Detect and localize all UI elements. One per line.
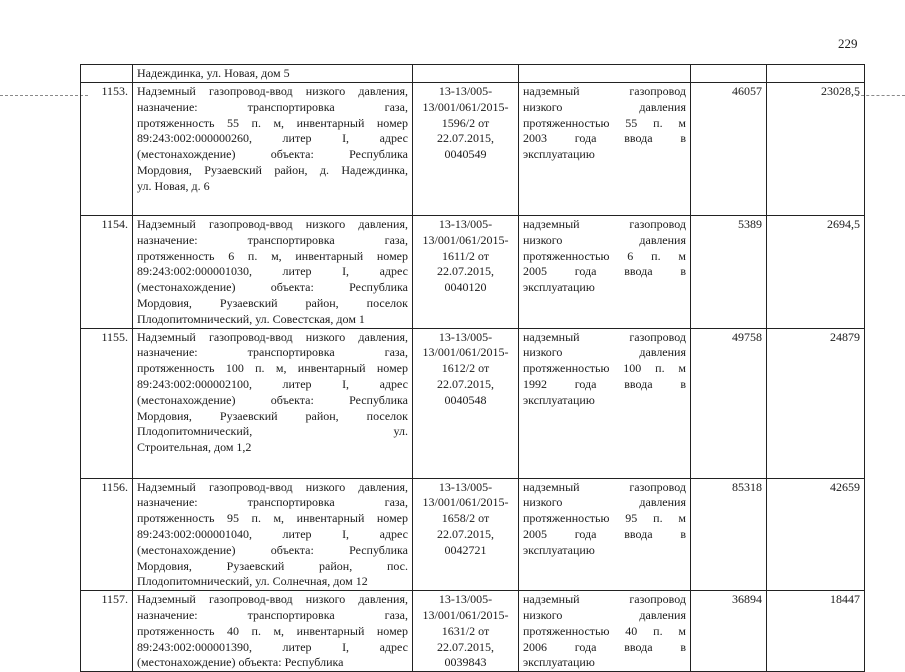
text-line: 0042721 bbox=[444, 542, 487, 557]
text-line: 89:243:002:000001390, литер I, адрес bbox=[137, 639, 408, 654]
text-line: надземный газопровод bbox=[523, 479, 686, 494]
text-line: Плодопитомнический, ул. Совестская, дом 1 bbox=[137, 311, 365, 326]
text-line: 1658/2 от bbox=[441, 511, 490, 526]
text-line: 13/001/061/2015- bbox=[422, 495, 509, 510]
text-line: протяженностью 95 п. м bbox=[523, 511, 686, 526]
text-line: (местонахождение) объекта: Республика bbox=[137, 655, 344, 670]
object-description bbox=[133, 83, 413, 216]
text-line: назначение: транспортировка газа, bbox=[137, 232, 408, 247]
value-column-2: 24879 bbox=[767, 328, 865, 478]
row-number: 1156. bbox=[81, 478, 133, 591]
text-line: низкого давления bbox=[523, 99, 686, 114]
value-column-2: 42659 bbox=[767, 478, 865, 591]
text-line: (местонахождение) объекта: Республика bbox=[137, 542, 408, 557]
continuation-text: Надеждинка, ул. Новая, дом 5 bbox=[133, 65, 413, 83]
text-line: 89:243:002:000000260, литер I, адрес bbox=[137, 131, 408, 146]
text-line: низкого давления bbox=[523, 495, 686, 510]
value-column-1: 36894 bbox=[691, 591, 767, 672]
object-description bbox=[133, 591, 413, 672]
table-row bbox=[81, 83, 865, 216]
text-line: Надземный газопровод-ввод низкого давления, bbox=[137, 329, 408, 344]
value-column-2: 2694,5 bbox=[767, 216, 865, 329]
text-line: Мордовия, Рузаевский район, поселок bbox=[137, 408, 408, 423]
text-line: протяженностью 6 п. м bbox=[523, 248, 686, 263]
text-line: Мордовия, Рузаевский район, д. Надеждинка, bbox=[137, 162, 408, 177]
text-line: 0040120 bbox=[444, 280, 487, 295]
registration-record bbox=[413, 83, 519, 216]
text-line: 22.07.2015, bbox=[437, 639, 494, 654]
text-line: эксплуатацию bbox=[523, 542, 595, 557]
property-registry-table bbox=[80, 64, 865, 672]
text-line: надземный газопровод bbox=[523, 84, 686, 98]
text-line: 2006 года ввода в bbox=[523, 639, 686, 654]
text-line: 89:243:002:000001040, литер I, адрес bbox=[137, 526, 408, 541]
text-line: 13/001/061/2015- bbox=[422, 607, 509, 622]
object-characteristics bbox=[519, 216, 691, 329]
registration-record bbox=[413, 591, 519, 672]
value-column-1: 46057 bbox=[691, 83, 767, 216]
text-line: эксплуатацию bbox=[523, 655, 595, 670]
text-line: 0040549 bbox=[444, 147, 487, 162]
value-column-2: 18447 bbox=[767, 591, 865, 672]
text-line: 13-13/005- bbox=[438, 329, 493, 344]
registration-record bbox=[413, 478, 519, 591]
table-row bbox=[81, 591, 865, 672]
table-cell bbox=[413, 65, 519, 83]
text-line: 2005 года ввода в bbox=[523, 264, 686, 279]
row-number: 1155. bbox=[81, 328, 133, 478]
text-line: 0039843 bbox=[444, 655, 487, 670]
text-line: 2005 года ввода в bbox=[523, 526, 686, 541]
text-line: назначение: транспортировка газа, bbox=[137, 345, 408, 360]
text-line: эксплуатацию bbox=[523, 147, 595, 162]
text-line: (местонахождение) объекта: Республика bbox=[137, 392, 408, 407]
text-line: протяженностью 100 п. м bbox=[523, 361, 686, 376]
row-number: 1154. bbox=[81, 216, 133, 329]
text-line: Плодопитомнический, ул. bbox=[137, 424, 408, 439]
text-line: Мордовия, Рузаевский район, поселок bbox=[137, 295, 408, 310]
text-line: Плодопитомнический, ул. Солнечная, дом 12 bbox=[137, 574, 368, 589]
text-line: 89:243:002:000001030, литер I, адрес bbox=[137, 264, 408, 279]
registration-record bbox=[413, 216, 519, 329]
text-line: Надземный газопровод-ввод низкого давления, bbox=[137, 84, 408, 98]
text-line: Надземный газопровод-ввод низкого давления, bbox=[137, 479, 408, 494]
text-line: 22.07.2015, bbox=[437, 131, 494, 146]
table-row bbox=[81, 328, 865, 478]
text-line: 13/001/061/2015- bbox=[422, 345, 509, 360]
text-line: надземный газопровод bbox=[523, 329, 686, 344]
object-description bbox=[133, 216, 413, 329]
text-line: 1631/2 от bbox=[441, 623, 490, 638]
text-line: 13-13/005- bbox=[438, 217, 493, 231]
object-characteristics bbox=[519, 478, 691, 591]
text-line: надземный газопровод bbox=[523, 592, 686, 607]
text-line: протяженность 40 п. м, инвентарный номер bbox=[137, 623, 408, 638]
text-line: назначение: транспортировка газа, bbox=[137, 99, 408, 114]
table-cell bbox=[519, 65, 691, 83]
text-line: 13-13/005- bbox=[438, 84, 493, 98]
text-line: надземный газопровод bbox=[523, 217, 686, 231]
text-line: назначение: транспортировка газа, bbox=[137, 607, 408, 622]
text-line: протяженность 6 п. м, инвентарный номер bbox=[137, 248, 408, 263]
object-description bbox=[133, 478, 413, 591]
object-description bbox=[133, 328, 413, 478]
row-number: 1153. bbox=[81, 83, 133, 216]
text-line: ул. Новая, д. 6 bbox=[137, 178, 210, 193]
text-line: низкого давления bbox=[523, 345, 686, 360]
table-cell bbox=[691, 65, 767, 83]
text-line: протяженность 55 п. м, инвентарный номер bbox=[137, 115, 408, 130]
text-line: низкого давления bbox=[523, 607, 686, 622]
text-line: Надземный газопровод-ввод низкого давления, bbox=[137, 217, 408, 231]
text-line: Надземный газопровод-ввод низкого давления, bbox=[137, 592, 408, 607]
text-line: 22.07.2015, bbox=[437, 264, 494, 279]
table-row bbox=[81, 216, 865, 329]
text-line: 89:243:002:000002100, литер I, адрес bbox=[137, 376, 408, 391]
value-column-1: 5389 bbox=[691, 216, 767, 329]
text-line: (местонахождение) объекта: Республика bbox=[137, 280, 408, 295]
text-line: 1612/2 от bbox=[441, 361, 490, 376]
text-line: 1611/2 от bbox=[442, 248, 489, 263]
table-row bbox=[81, 478, 865, 591]
text-line: эксплуатацию bbox=[523, 280, 595, 295]
text-line: 1992 года ввода в bbox=[523, 376, 686, 391]
table-cell bbox=[81, 65, 133, 83]
text-line: протяженностью 40 п. м bbox=[523, 623, 686, 638]
text-line: низкого давления bbox=[523, 232, 686, 247]
text-line: 13-13/005- bbox=[438, 592, 493, 607]
object-characteristics bbox=[519, 591, 691, 672]
text-line: назначение: транспортировка газа, bbox=[137, 495, 408, 510]
registration-record bbox=[413, 328, 519, 478]
value-column-1: 85318 bbox=[691, 478, 767, 591]
text-line: протяженностью 55 п. м bbox=[523, 115, 686, 130]
text-line: 22.07.2015, bbox=[437, 376, 494, 391]
text-line: Мордовия, Рузаевский район, пос. bbox=[137, 558, 408, 573]
text-line: эксплуатацию bbox=[523, 392, 595, 407]
text-line: 2003 года ввода в bbox=[523, 131, 686, 146]
text-line: 0040548 bbox=[444, 392, 487, 407]
page-number: 229 bbox=[838, 36, 858, 51]
text-line: Строительная, дом 1,2 bbox=[137, 440, 252, 455]
row-number: 1157. bbox=[81, 591, 133, 672]
scan-artifact-line bbox=[0, 95, 88, 96]
text-line: 13/001/061/2015- bbox=[422, 232, 509, 247]
table-cell bbox=[767, 65, 865, 83]
object-characteristics bbox=[519, 328, 691, 478]
value-column-1: 49758 bbox=[691, 328, 767, 478]
object-characteristics bbox=[519, 83, 691, 216]
text-line: протяженность 100 п. м, инвентарный номер bbox=[137, 361, 408, 376]
text-line: 13/001/061/2015- bbox=[422, 99, 509, 114]
continuation-row bbox=[81, 65, 865, 83]
text-line: (местонахождение) объекта: Республика bbox=[137, 147, 408, 162]
text-line: 13-13/005- bbox=[438, 479, 493, 494]
text-line: 1596/2 от bbox=[441, 115, 490, 130]
value-column-2: 23028,5 bbox=[767, 83, 865, 216]
text-line: протяженность 95 п. м, инвентарный номер bbox=[137, 511, 408, 526]
text-line: 22.07.2015, bbox=[437, 526, 494, 541]
